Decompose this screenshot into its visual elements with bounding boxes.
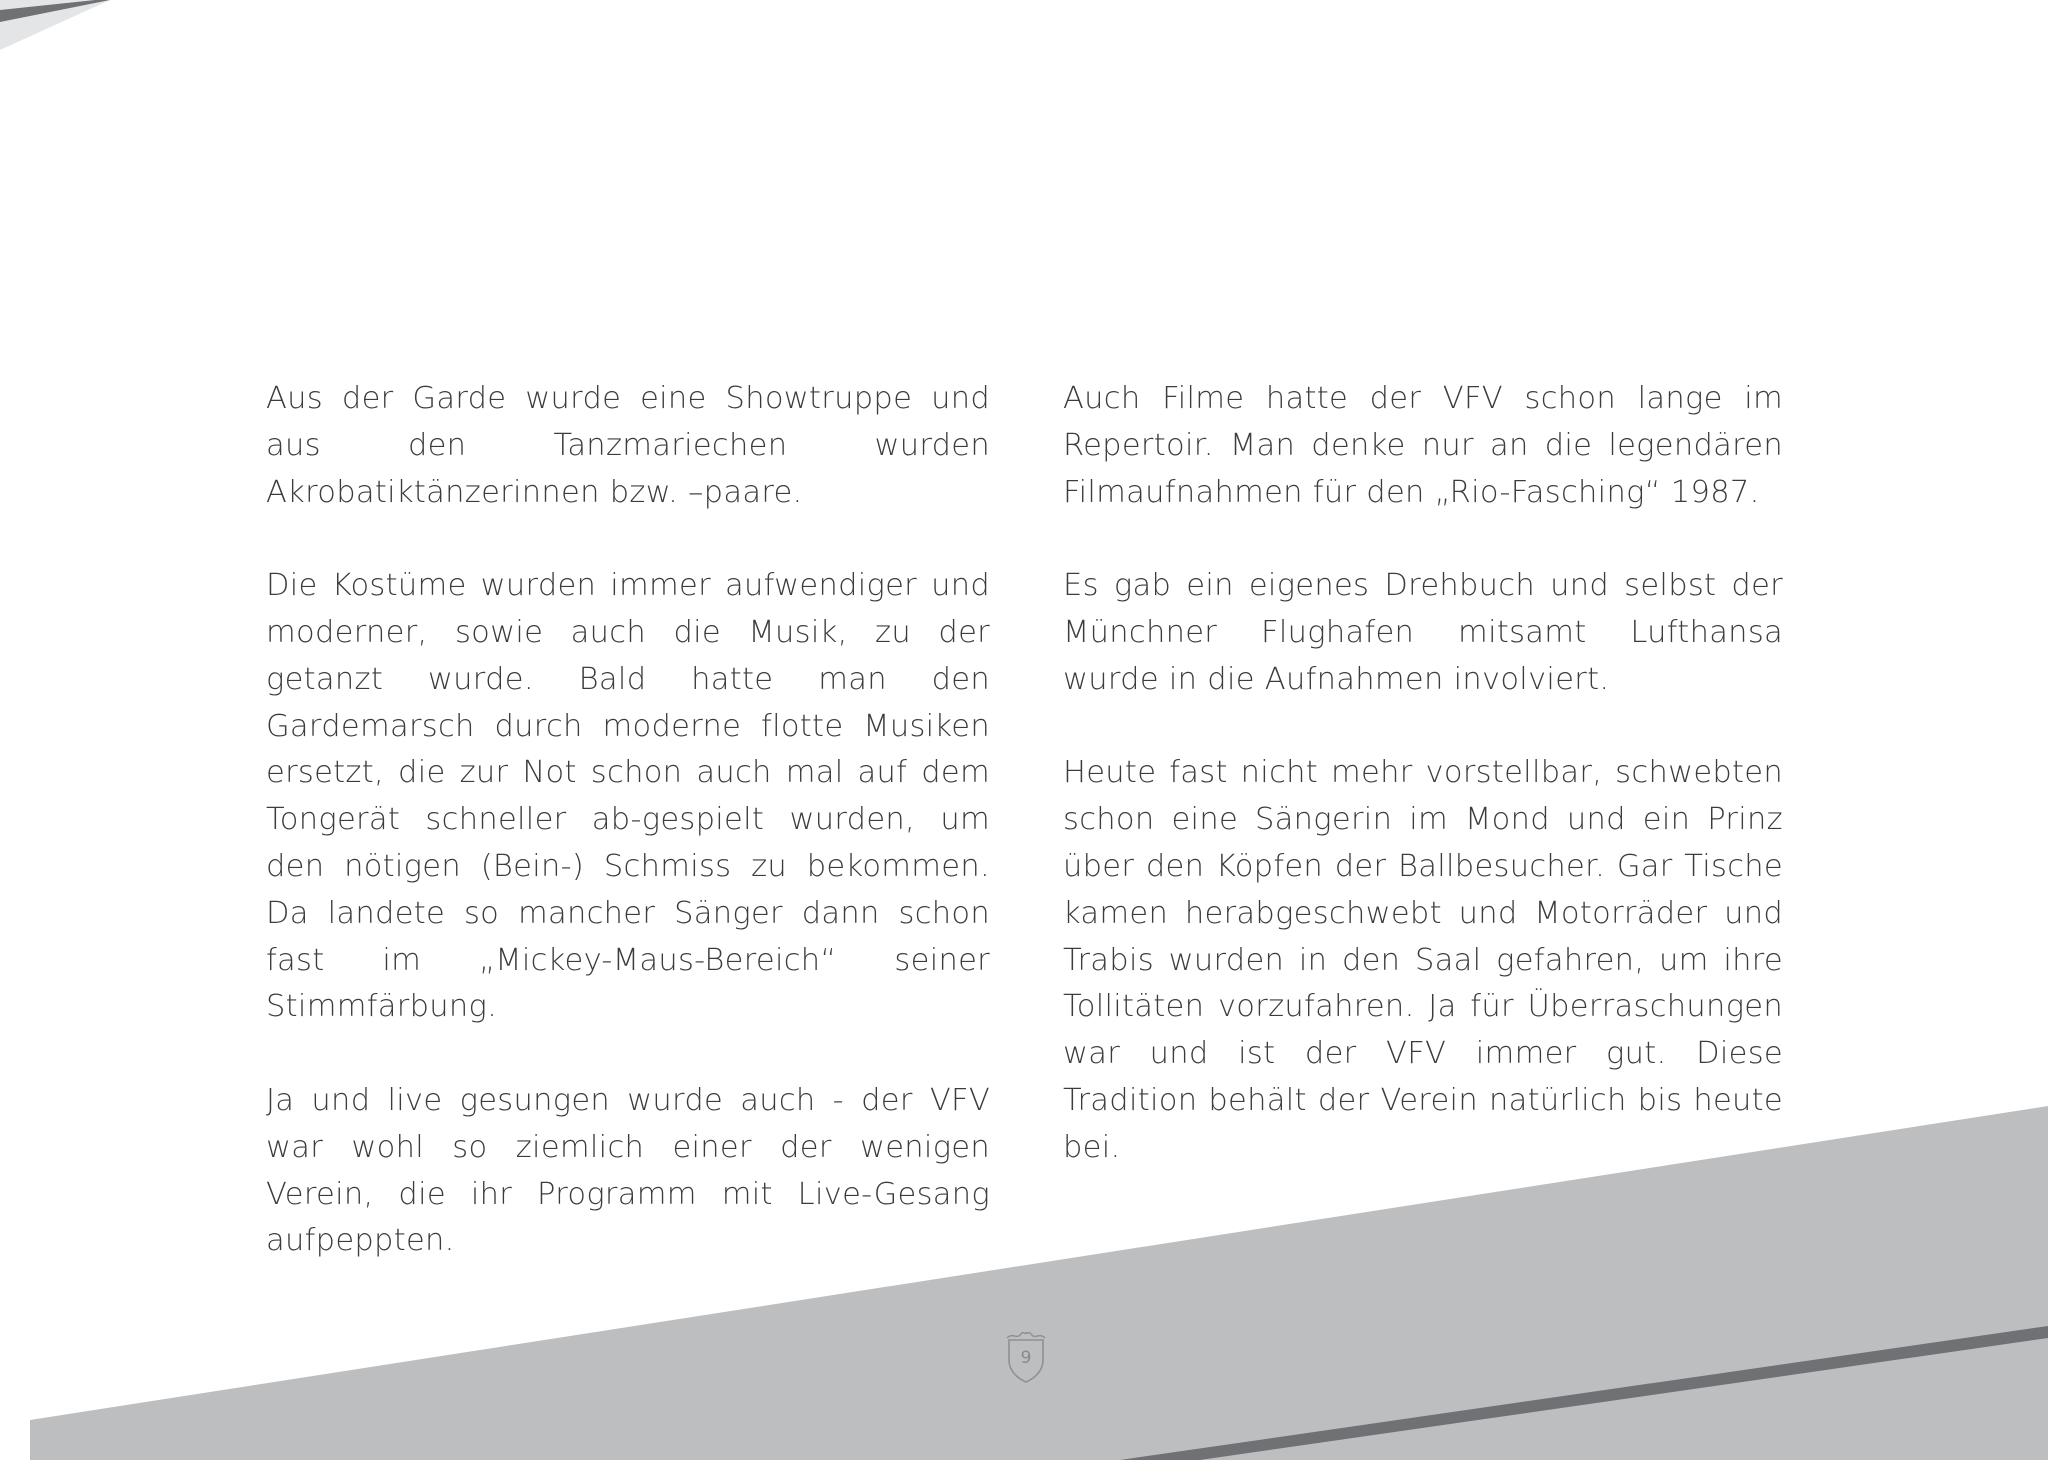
- left-text-column: [266, 376, 990, 1312]
- paragraph: Die Kostüme wurden immer aufwendiger und moderner, sowie auch die Musik, zu der getanzt wurde. Bald hatte man den Gardemarsch durch moderne flotte Musiken ersetzt, die zur Not schon auch mal auf dem Tongerät schneller ab-gespielt wurden, um den nötigen (Bein-) Schmiss zu bekommen. Da landete so mancher Sänger dann schon fast im „Mickey-Maus-Bereich“ seiner Stimmfärbung.: [266, 568, 990, 1025]
- paragraph: Auch Filme hatte der VFV schon lange im Repertoir. Man denke nur an die legendären Filmaufnahmen für den „Rio-Fasching“ 1987.: [1063, 381, 1783, 510]
- paragraph: Es gab ein eigenes Drehbuch und selbst der Münchner Flughafen mitsamt Lufthansa wurde in die Aufnahmen involviert.: [1063, 568, 1783, 697]
- paragraph: Heute fast nicht mehr vorstellbar, schwebten schon eine Sängerin im Mond und ein Prinz über den Köpfen der Ballbesucher. Gar Tische kamen herabgeschwebt und Motorräder und Trabis wurden in den Saal gefahren, um ihre Tollitäten vorzufahren. Ja für Überraschungen war und ist der VFV immer gut. Diese Tradition behält der Verein natürlich bis heute bei.: [1063, 755, 1783, 1165]
- page-number-badge: [1003, 1328, 1049, 1384]
- paragraph: Aus der Garde wurde eine Showtruppe und aus den Tanzmariechen wurden Akrobatiktänzerinnen bzw. –paare.: [266, 381, 990, 510]
- right-text-column: [1063, 376, 1783, 1218]
- page-number: 9: [1020, 1348, 1032, 1368]
- paragraph: Ja und live gesungen wurde auch - der VFV war wohl so ziemlich einer der wenigen Verein, die ihr Programm mit Live-Gesang aufpeppten.: [266, 1082, 990, 1259]
